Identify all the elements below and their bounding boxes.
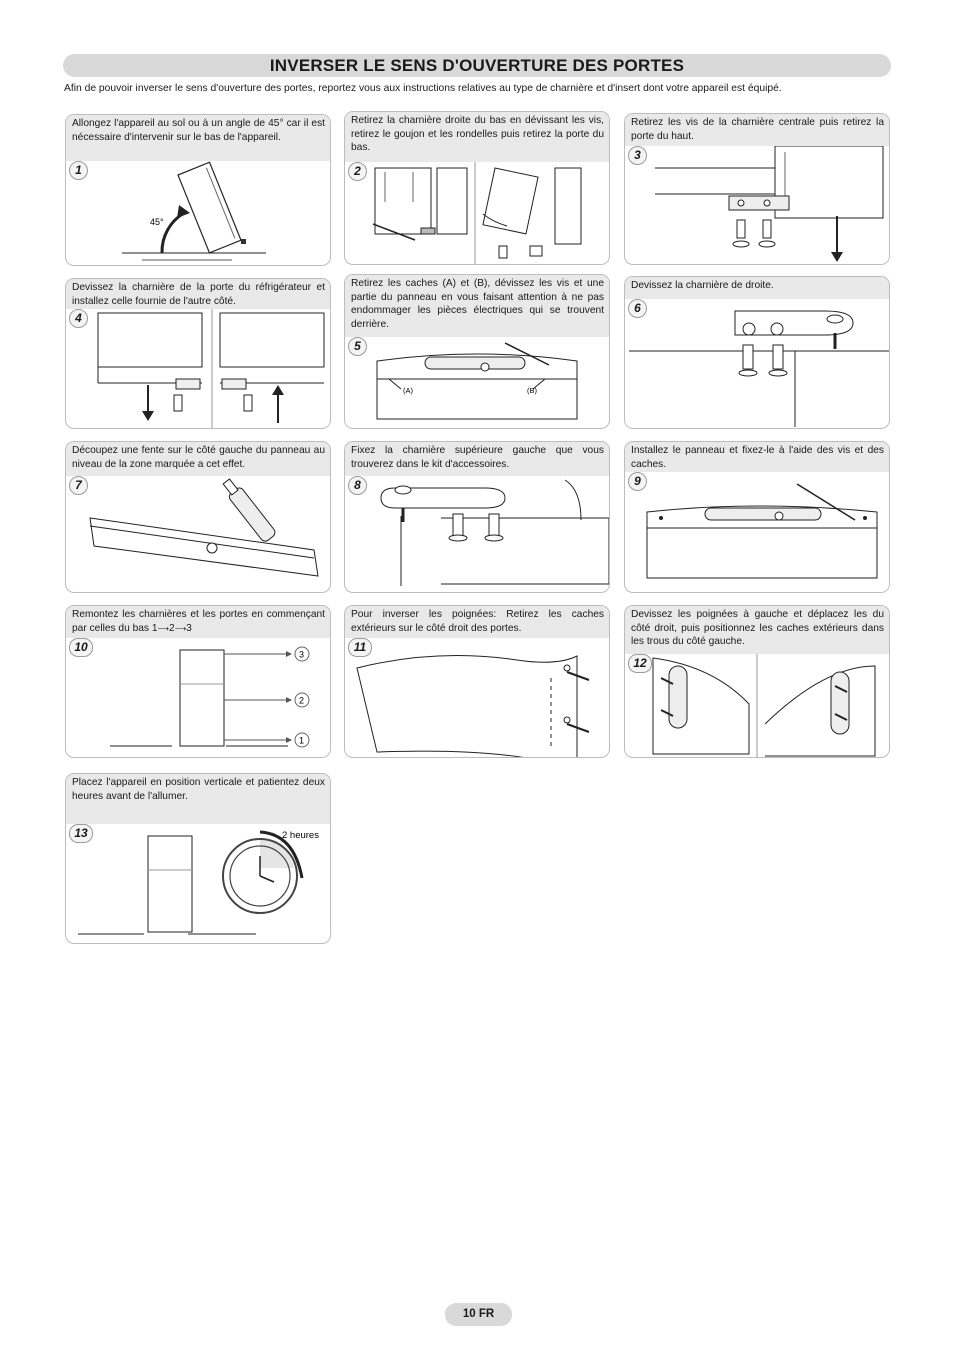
step-7 bbox=[65, 441, 331, 593]
step-8 bbox=[344, 441, 610, 593]
step-5-illustration bbox=[345, 337, 609, 428]
step-5-text: Retirez les caches (A) et (B), dévissez les vis et une partie du panneau en vous faisant attention à ne pas endommager les pièces électriques qui se trouvent derrière. bbox=[345, 275, 609, 337]
step-8-text: Fixez la charnière supérieure gauche que vous trouverez dans le kit d'accessoires. bbox=[345, 442, 609, 476]
callout-2: 2 bbox=[299, 695, 305, 706]
step-12-text: Devissez les poignées à gauche et déplacez les du côté droit, puis positionnez les caches extérieurs dans les trous du côté gauche. bbox=[625, 606, 889, 654]
step-13 bbox=[65, 773, 331, 944]
clock-label: 2 heures bbox=[282, 830, 319, 841]
step-4-text: Devissez la charnière de la porte du réfrigérateur et installez celle fournie de l'autre côté. bbox=[66, 279, 330, 309]
label-a: (A) bbox=[403, 386, 413, 395]
angle-label: 45° bbox=[150, 217, 164, 227]
step-11-text: Pour inverser les poignées: Retirez les caches extérieurs sur le côté droit des portes. bbox=[345, 606, 609, 638]
step-1-text: Allongez l'appareil au sol ou à un angle de 45° car il est nécessaire d'intervenir sur le bas de l'appareil. bbox=[66, 115, 330, 161]
step-13-number: 13 bbox=[69, 824, 93, 843]
step-11-number: 11 bbox=[348, 638, 372, 657]
step-10-sequence: 1⟶2⟶3 bbox=[151, 622, 192, 634]
page-footer: 10 FR bbox=[445, 1303, 512, 1326]
step-11 bbox=[344, 605, 610, 758]
intro-text: Afin de pouvoir inverser le sens d'ouverture des portes, reportez vous aux instructions relatives au type de charnière et d'insert dont votre appareil est équipé. bbox=[64, 83, 782, 94]
step-3-number: 3 bbox=[628, 146, 647, 165]
step-9-text: Installez le panneau et fixez-le à l'aide des vis et des caches. bbox=[625, 442, 889, 472]
step-10 bbox=[65, 605, 331, 758]
step-10-number: 10 bbox=[69, 638, 93, 657]
step-10-text: Remontez les charnières et les portes en commençant par celles du bas bbox=[72, 609, 325, 634]
step-2-illustration bbox=[345, 162, 609, 264]
sequence-3: 3 bbox=[186, 622, 192, 634]
step-4-illustration bbox=[66, 309, 330, 428]
step-9-number: 9 bbox=[628, 472, 647, 491]
step-13-illustration bbox=[66, 824, 330, 943]
step-3-illustration bbox=[625, 146, 889, 264]
page-title: INVERSER LE SENS D'OUVERTURE DES PORTES bbox=[269, 56, 685, 75]
step-12-illustration bbox=[625, 654, 889, 757]
step-1-illustration bbox=[66, 161, 330, 265]
step-6-illustration bbox=[625, 299, 889, 428]
step-6-text: Devissez la charnière de droite. bbox=[625, 277, 889, 299]
step-2-number: 2 bbox=[348, 162, 367, 181]
step-4 bbox=[65, 278, 331, 429]
step-8-illustration bbox=[345, 476, 609, 592]
step-4-number: 4 bbox=[69, 309, 88, 328]
sequence-1: 1 bbox=[151, 622, 158, 634]
step-11-illustration bbox=[345, 638, 609, 757]
step-2-text: Retirez la charnière droite du bas en dévissant les vis, retirez le goujon et les rondelles puis retirez la porte du bas. bbox=[345, 112, 609, 162]
step-10-textbox bbox=[66, 606, 330, 638]
step-2 bbox=[344, 111, 610, 265]
step-7-text: Découpez une fente sur le côté gauche du panneau au niveau de la zone marquée a cet effet. bbox=[66, 442, 330, 476]
step-6 bbox=[624, 276, 890, 429]
label-b: (B) bbox=[527, 386, 537, 395]
step-9-illustration bbox=[625, 472, 889, 592]
step-10-illustration bbox=[66, 638, 330, 757]
step-5-number: 5 bbox=[348, 337, 367, 356]
step-9 bbox=[624, 441, 890, 593]
step-3 bbox=[624, 113, 890, 265]
step-7-number: 7 bbox=[69, 476, 88, 495]
step-8-number: 8 bbox=[348, 476, 367, 495]
sequence-2: 2 bbox=[169, 622, 175, 634]
step-5 bbox=[344, 274, 610, 429]
step-6-number: 6 bbox=[628, 299, 647, 318]
step-3-text: Retirez les vis de la charnière centrale puis retirez la porte du haut. bbox=[625, 114, 889, 146]
step-1 bbox=[65, 114, 331, 266]
step-12 bbox=[624, 605, 890, 758]
step-1-number: 1 bbox=[69, 161, 88, 180]
step-7-illustration bbox=[66, 476, 330, 592]
callout-1: 1 bbox=[299, 735, 305, 746]
step-13-text: Placez l'appareil en position verticale et patientez deux heures avant de l'allumer. bbox=[66, 774, 330, 824]
callout-3: 3 bbox=[299, 649, 305, 660]
title-bar bbox=[63, 54, 891, 77]
step-12-number: 12 bbox=[628, 654, 652, 673]
